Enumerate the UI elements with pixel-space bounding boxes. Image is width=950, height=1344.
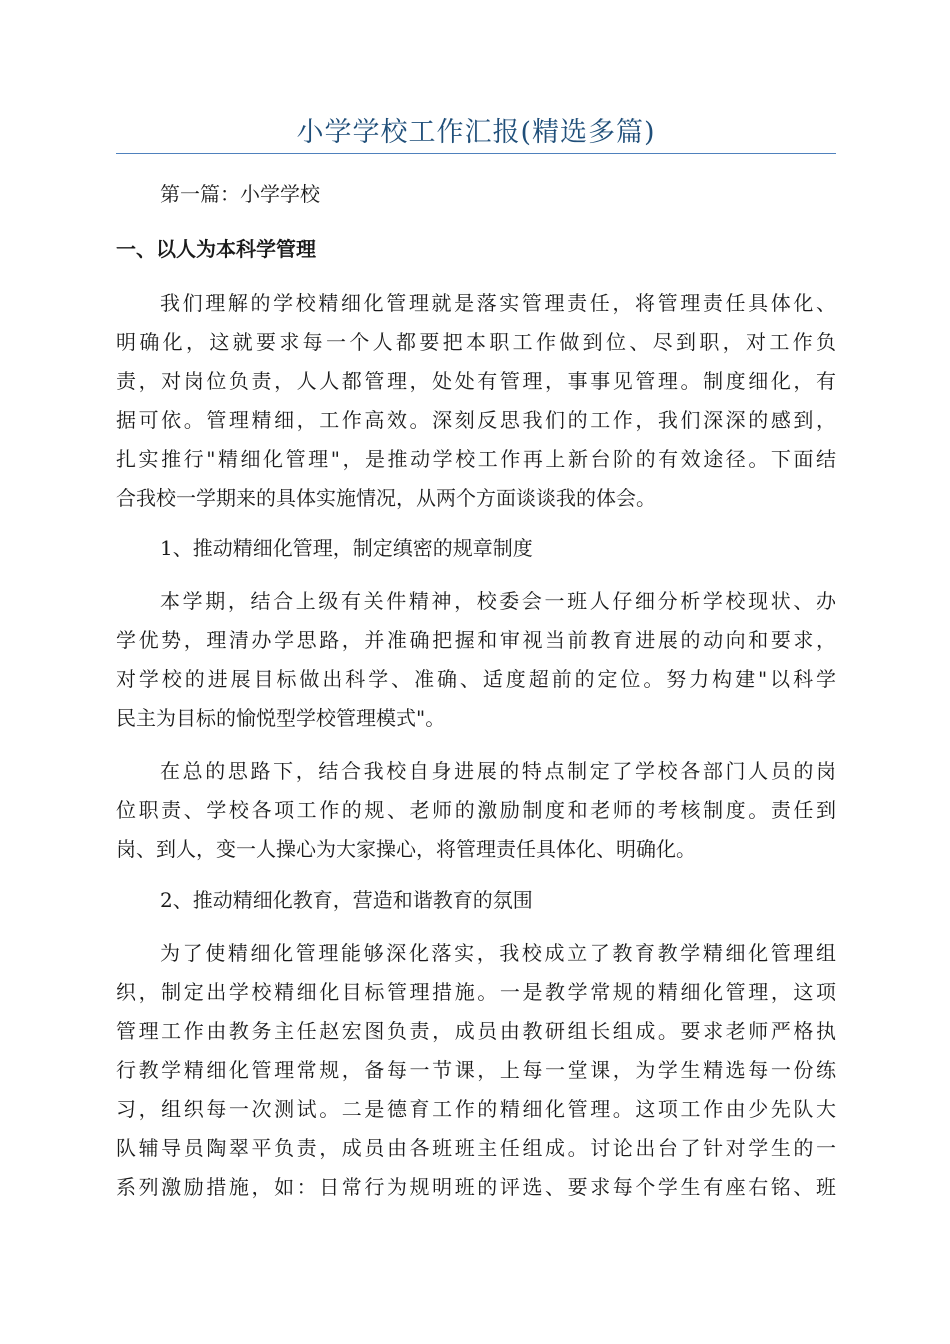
paragraph-line: 合我校一学期来的具体实施情况，从两个方面谈谈我的体会。	[116, 486, 656, 510]
paragraph-line: 织，制定出学校精细化目标管理措施。一是教学常规的精细化管理，这项	[116, 980, 836, 1004]
paragraph-line: 行教学精细化管理常规，备每一节课，上每一堂课，为学生精选每一份练	[116, 1058, 836, 1082]
paragraph-line: 岗、到人，变一人操心为大家操心，将管理责任具体化、明确化。	[116, 837, 696, 861]
paragraph-line: 在总的思路下，结合我校自身进展的特点制定了学校各部门人员的岗	[160, 759, 836, 783]
paragraph-1	[116, 284, 836, 518]
paragraph-line: 本学期，结合上级有关件精神，校委会一班人仔细分析学校现状、办	[160, 589, 836, 613]
paragraph-line: 扎实推行"精细化管理"，是推动学校工作再上新台阶的有效途径。下面结	[116, 447, 836, 471]
subsection-heading-2: 2、推动精细化教育，营造和谐教育的氛围	[160, 888, 533, 912]
subsection-heading-1: 1、推动精细化管理，制定缜密的规章制度	[160, 536, 533, 560]
document-title: 小学学校工作汇报(精选多篇)	[296, 117, 656, 148]
paragraph-line: 我们理解的学校精细化管理就是落实管理责任，将管理责任具体化、	[160, 291, 836, 315]
paragraph-line: 学优势，理清办学思路，并准确把握和审视当前教育进展的动向和要求，	[116, 628, 836, 652]
section-heading-1: 一、以人为本科学管理	[116, 237, 316, 261]
paragraph-line: 民主为目标的愉悦型学校管理模式"。	[116, 706, 446, 730]
part-label: 第一篇：小学学校	[160, 182, 320, 206]
paragraph-line: 系列激励措施，如：日常行为规明班的评选、要求每个学生有座右铭、班	[116, 1175, 836, 1199]
paragraph-line: 管理工作由教务主任赵宏图负责，成员由教研组长组成。要求老师严格执	[116, 1019, 836, 1043]
paragraph-line: 对学校的进展目标做出科学、准确、适度超前的定位。努力构建"以科学	[116, 667, 836, 691]
paragraph-line: 责，对岗位负责，人人都管理，处处有管理，事事见管理。制度细化，有	[116, 369, 836, 393]
paragraph-4	[116, 934, 836, 1207]
paragraph-line: 据可依。管理精细，工作高效。深刻反思我们的工作，我们深深的感到，	[116, 408, 836, 432]
paragraph-3	[116, 752, 836, 869]
paragraph-line: 为了使精细化管理能够深化落实，我校成立了教育教学精细化管理组	[160, 941, 836, 965]
paragraph-line: 队辅导员陶翠平负责，成员由各班班主任组成。讨论出台了针对学生的一	[116, 1136, 836, 1160]
paragraph-line: 位职责、学校各项工作的规、老师的激励制度和老师的考核制度。责任到	[116, 798, 836, 822]
paragraph-line: 明确化，这就要求每一个人都要把本职工作做到位、尽到职，对工作负	[116, 330, 836, 354]
title-underline	[116, 153, 836, 154]
paragraph-2	[116, 582, 836, 738]
paragraph-line: 习，组织每一次测试。二是德育工作的精细化管理。这项工作由少先队大	[116, 1097, 836, 1121]
